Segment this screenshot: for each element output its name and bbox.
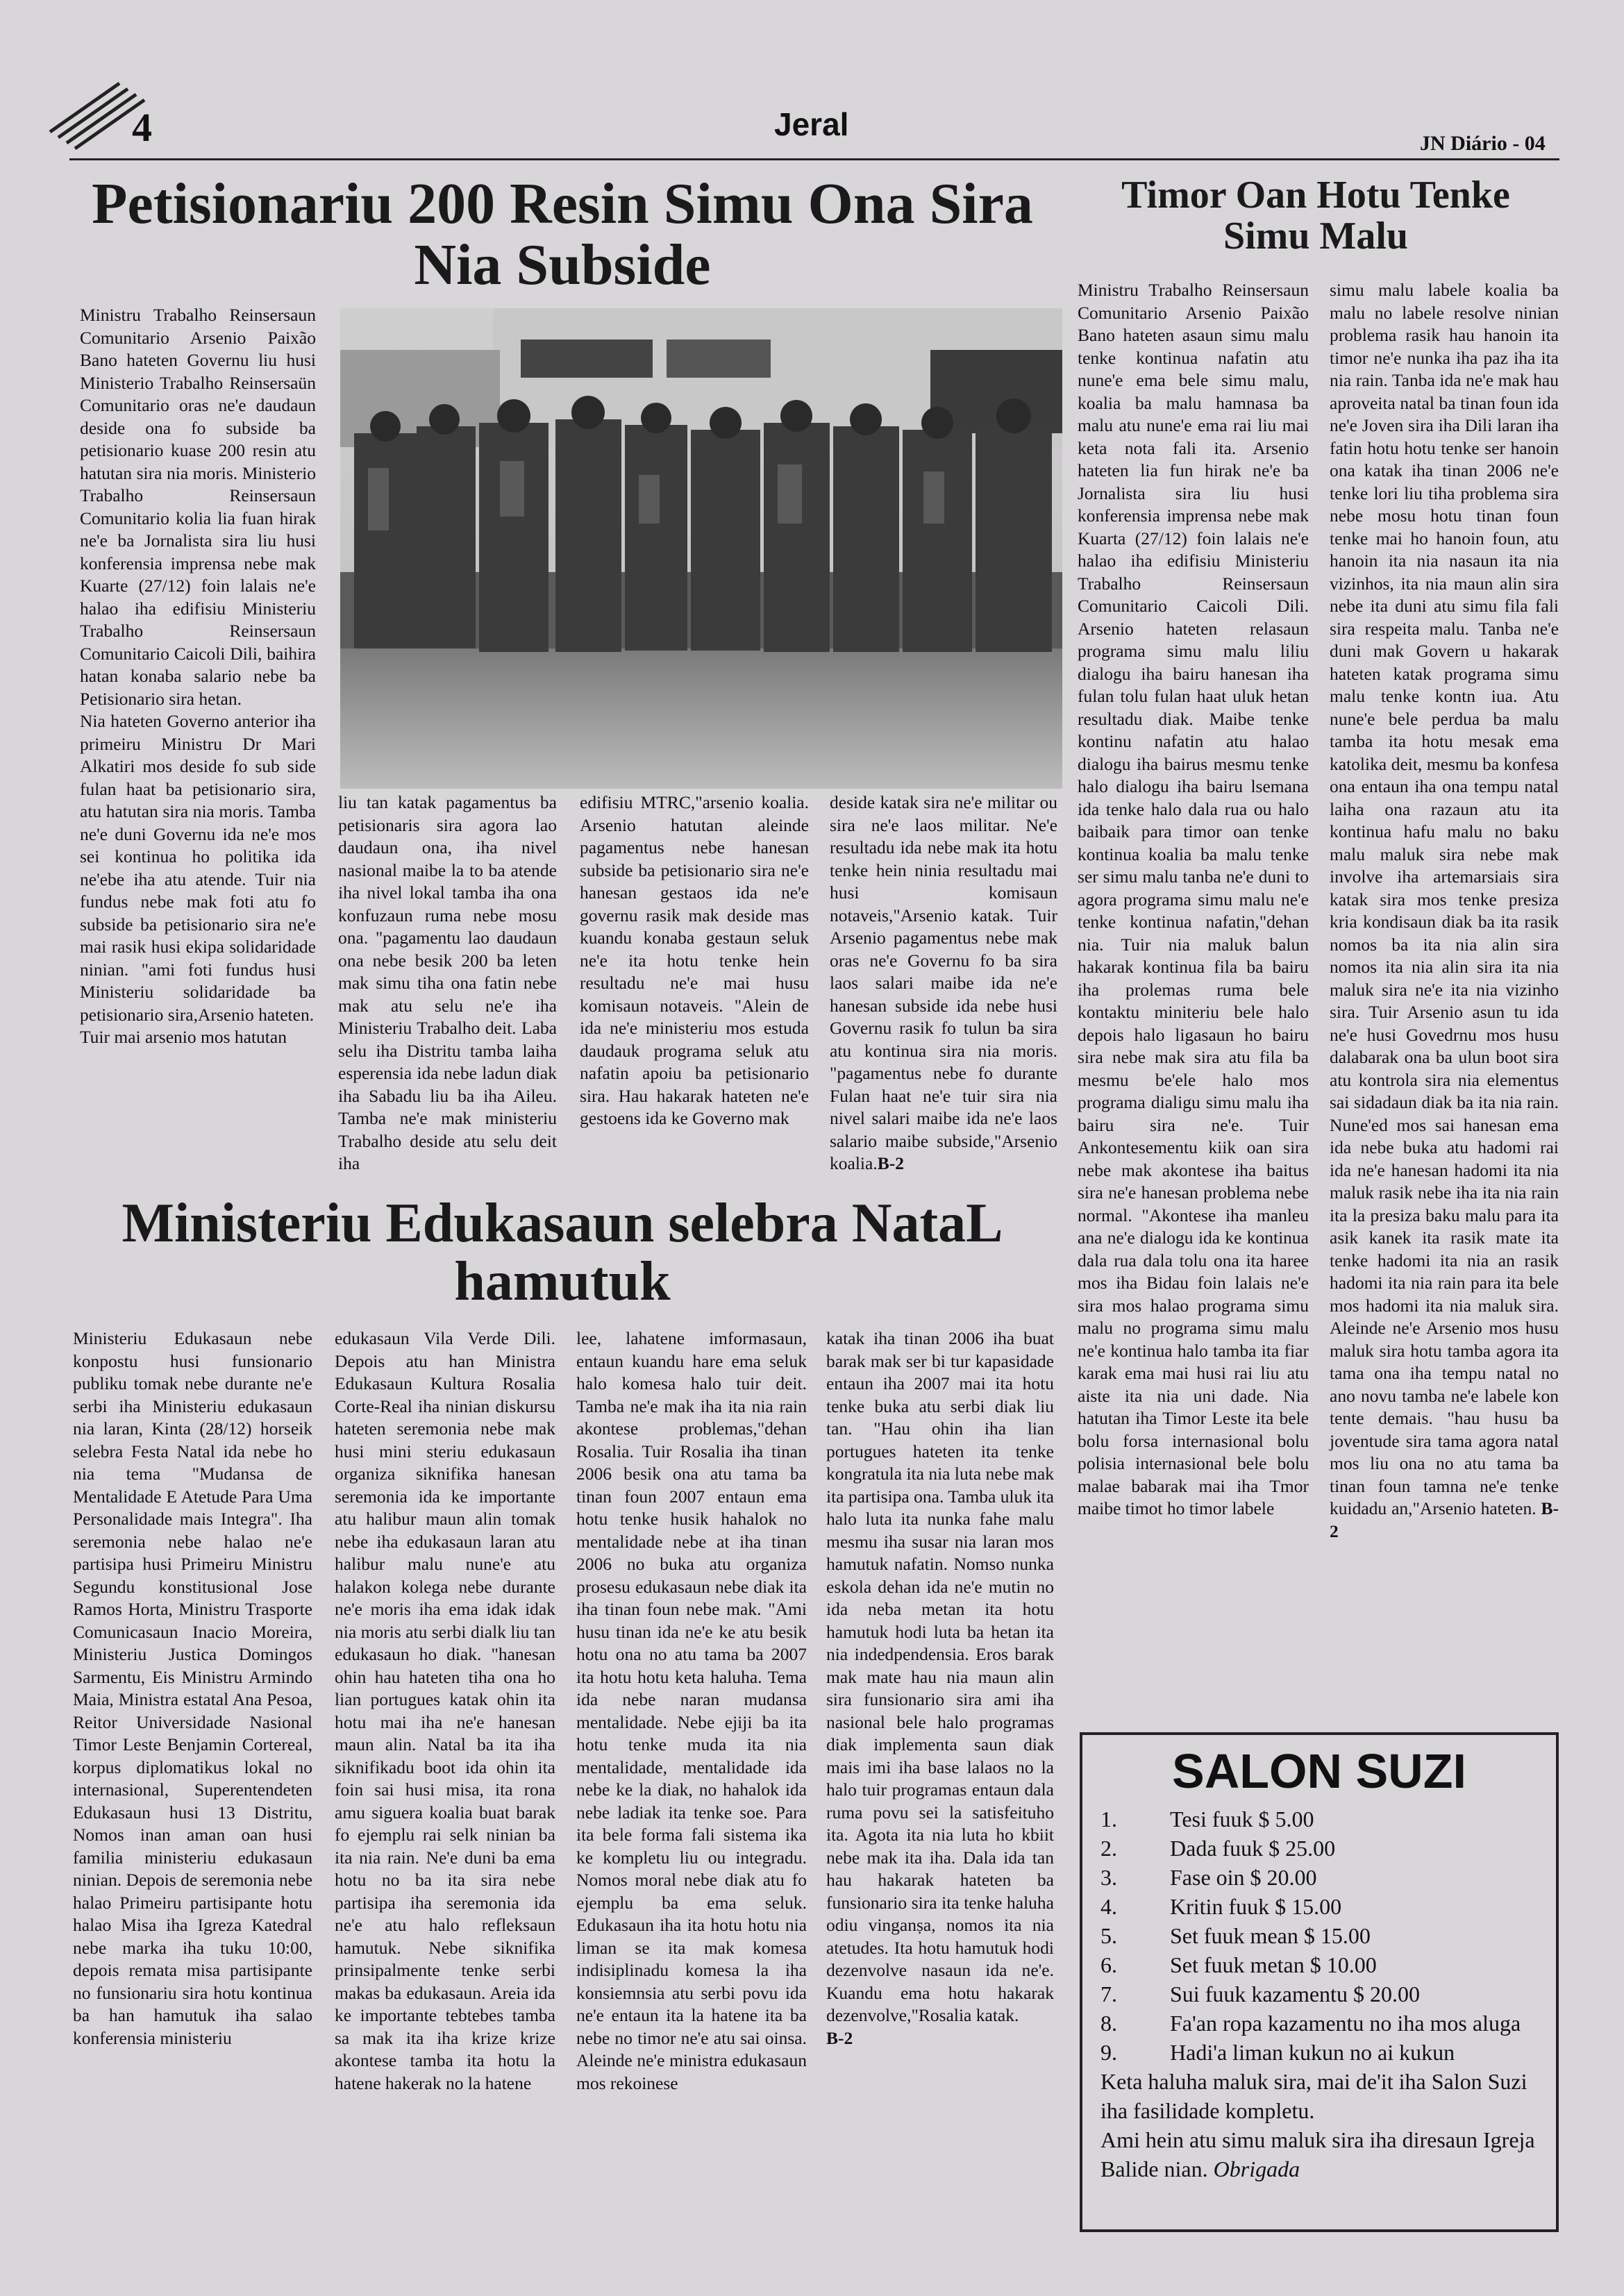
article1-col1: [80, 304, 316, 1049]
list-item: 5. Set fuuk mean $ 15.00: [1100, 1923, 1371, 1948]
section-name: Jeral: [774, 106, 849, 142]
list-item: 4. Kritin fuuk $ 15.00: [1100, 1894, 1342, 1919]
article1-col3: edifisiu MTRC,"arsenio koalia. Arsenio hatutan aleinde pagamentus nebe hanesan subside ba petisionario sira ne'e hanesan gestaos ida ne'e governu rasik mak deside mas kuandu konaba gestaun seluk ne'e ita hotu tenke hein resultadu ne'e mai husu komisaun notaveis. "Alein de ida ne'e ministeriu mos estuda daudauk programa seluk atu nafatin apoiu ba petisionario sira. Hau hakarak hateten ne'e gestoens ida ke Governo mak: [580, 792, 809, 1128]
byline-code: B-2: [1330, 1498, 1559, 1541]
byline-code: B-2: [826, 2027, 853, 2048]
list-item: 7. Sui fuuk kazamentu $ 20.00: [1100, 1981, 1420, 2006]
salon-suzi-ad: [1080, 1732, 1559, 2232]
list-item: 9. Hadi'a liman kukun no ai kukun: [1100, 2040, 1455, 2065]
ad-footer: Keta haluha maluk sira, mai de'it iha Salon Suzi iha fasilidade kompletu. Ami hein atu simu maluk sira iha diresaun Igreja Balide nian. Obrigada: [1100, 2069, 1535, 2181]
paragraph: Nia hateten Governo anterior iha primeiru Ministru Dr Mari Alkatiri mos deside fo sub side fulan haat ba petisionario sira, atu hatutan sira nia moris. Tamba ne'e duni Governu ida ne'e mos sei kontinua ho politika ida ne'ebe iha atu atende. Tuir nia fundus nebe mak foti atu fo subside ba petisionario sira ne'e mai rasik husi ekipa solidaridade ninian. "ami foti fundus husi Ministeriu solidaridade ba petisionario sira,Arsenio hateten.: [80, 711, 316, 1025]
paragraph: Ministru Trabalho Reinsersaun Comunitario Arsenio Paixão Bano hateten Governu liu husi Ministerio Trabalho Reinsersaün Comunitario oras ne'e daudaun deside ona fo subside ba petisionario kuase 200 resin atu hatutan sira nia moris. Ministerio Trabalho Reinsersaun Comunitario kolia lia fuan hirak ne'e ba Jornalista sira liu husi konferensia imprensa nebe mak Kuarte (27/12) foin lalais ne'e halao iha edifisiu Ministeriu Trabalho Reinsersaun Comunitario Caicoli Dili, baihira hatan konaba salario nebe ba Petisionario sira hetan.: [80, 305, 316, 709]
article2-headline: Ministeriu Edukasaun selebra NataL hamutuk: [122, 1193, 1003, 1312]
soldiers-photo-image: [340, 308, 1062, 789]
list-item: 2. Dada fuuk $ 25.00: [1100, 1836, 1336, 1861]
paragraph: Tuir mai arsenio mos hatutan: [80, 1027, 287, 1047]
soldiers-photo: [340, 308, 1062, 789]
header-rule: [69, 158, 1559, 160]
price-list: [1100, 1804, 1538, 2067]
article1-col2: liu tan katak pagamentus ba petisionaris sira agora lao daudaun ona, iha nivel nasional maibe la to ba atende iha nivel lokal tamba iha ona konfuzaun ruma nebe mosu ona. "pagamentu lao daudaun ona nebe besik 200 ba leten mak simu tiha ona fatin nebe mak atu selu ne'e iha Ministeriu Trabalho deit. Laba selu iha Distritu tamba laiha esperensia ida nebe ladun diak iha Sabadu liu ba iha Aileu. Tamba ne'e mak ministeriu Trabalho deside atu selu deit iha: [338, 792, 557, 1173]
article1-headline: Petisionariu 200 Resin Simu Ona Sira Nia Subside: [92, 171, 1033, 298]
article2-col1: Ministeriu Edukasaun nebe konpostu husi funsionario publiku tomak nebe durante ne'e serbi iha Ministeriu edukasaun nia laran, Kinta (28/12) horseik selebra Festa Natal ida nebe ho nia tema "Mudansa de Mentalidade E Atetude Para Uma Personalidade mais Integra". Iha seremonia nebe halao ne'e partisipa husi Primeiru Ministru Segundu konstitusional Jose Ramos Horta, Ministru Trasporte Comunicasaun Inacio Moreira, Ministeriu Justica Domingos Sarmentu, Eis Ministru Armindo Maia, Ministra estatal Ana Pesoa, Reitor Universidade Nasional Timor Leste Benjamin Cortereal, korpus diplomatikus lokal no internasional, Superentendeten Edukasaun husi 13 Distritu, Nomos inan aman oan husi familia ministeriu edukasaun ninian. Depois de seremonia nebe halao Primeiru partisipante hotu halao Misa iha Igreza Katedral nebe marka iha tuku 10:00, depois remata misa partisipante no funsionariu sira hotu kontinua ba han hamutuk iha salao konferensia ministeriu: [73, 1328, 312, 2048]
list-item: 8. Fa'an ropa kazamentu no iha mos aluga: [1100, 2011, 1521, 2036]
ad-thanks: Obrigada: [1213, 2156, 1300, 2181]
article3-col1: Ministru Trabalho Reinsersaun Comunitario Arsenio Paixão Bano hateten asaun simu malu tenke kontinua nafatin atu nune'e ema bele simu malu, koalia ba malu hamnasa ba malu atu nune'e ema rai liu mai keta nota fali ita. Arsenio hateten lia fun hirak ne'e ba Jornalista sira liu husi konferensia imprensa nebe mak Kuarta (27/12) foin lalais ne'e halao iha edifisiu Ministeriu Trabalho Reinsersaun Comunitario Caicoli Dili. Arsenio hateten relasaun programa simu malu liliu dialogu iha bairu hanesan iha fulan tolu fulan haat uluk hetan resultadu diak. Maibe tenke kontinu nafatin atu halao dialogu iha bairus mesmu tenke halo dialogu iha bairu lsemana ida tenke halo dala rua ou halo baibaik para timor oan tenke kontinua koalia ba malu tenke ser simu malu tanba ne'e duni to agora programa simu malu ne'e tenke kontinua nafatin,"dehan nia. Tuir nia maluk balun hakarak kontinua fila ba bairu iha prolemas ruma bele kontaktu miniteriu bele halo depois halo ligasaun ho bairu sira nebe mak sira atu fila ba mesmu be'ele halo mos programa dialigu simu malu iha bairu sira ne'e. Tuir Ankontesementu kiik oan sira nebe mak akontese iha baitus sira ne'e hanesan problema nebe normal. "Akontese iha manleu ana ne'e dialogu ida ke kontinua dala rua dala tolu ona ita haree mos iha Bidau foin lalais ne'e sira mos halao programa simu malu no programa simu malu ne'e kontinua halo tamba ita fiar karak ema mai husi rai liu atu aiste ita nia uni dade. Nia hatutan iha Timor Leste ita bele bolu forsa internasional bolu polisia internasional bele bolu malae babarak mai iha Tmor maibe timot ho timor labele: [1078, 280, 1309, 1518]
article1-col4: deside katak sira ne'e militar ou sira ne'e laos militar. Ne'e resultadu ida nebe mak ita hotu tenke hein ninia resultadu mai husi komisaun notaveis,"Arsenio katak. Tuir Arsenio pagamentus nebe mak oras ne'e Governu fo ba sira laos salari maibe ida ne'e hanesan subside ida nebe husi Governu rasik fo tulun ba sira atu kontinua sira nia moris. "pagamentus nebe fo durante Fulan haat ne'e tuir sira nia nivel salari maibe ida ne'e laos salario maibe subside,"Arsenio koalia.B-2: [830, 792, 1057, 1173]
article3-col2: simu malu labele koalia ba malu no labele resolve ninian problema rasik hau hanoin ita timor ne'e nunka iha paz iha ita nia rain. Tanba ida ne'e mak hau aproveita natal ba tinan foun ida ne'e Joven sira iha Dili laran iha fatin hotu hotu tenke ser hanoin ona katak iha tinan 2006 ne'e tenke lori liu tiha problema sira nebe mosu hotu tinan foun tenke mai ho hanoin foun, atu hanoin ita nia nasaun ita nia vizinhos, ita nia maun alin sira nebe ita duni atu simu fila fali sira respeita malu. Tanba ne'e duni mak Govern u hakarak hateten katak programa simu malu tenke kontn iua. Atu nune'e bele perdua ba malu tamba ita hotu mesak ema katolika deit, mesmu ba konfesa ona entaun iha ona tempu natal laiha ona razaun atu ita kontinua hafu malu no baku malu maluk sira nebe mak involve iha artemarsiais sira katak sira mos tenke presiza kria kondisaun diak ba ita rasik nomos ba ita nia alin sira nomos ita nia alin sira ita nia maluk sira ne'e ita nia vizinho sira. Tuir Arsenio asun tu ida ne'e husi Govedrnu mos husu dalabarak ona ba ulun boot sira atu kontrola sira nia elementus sai sidadaun diak ba ita nia rain. Nune'ed mos sai hanesan ema ida nebe buka atu hadomi rai ida ne'e hanesan hadomi ita nia maluk rasik nebe iha ita nia rain ita la presiza baku malu para ita asik kanek ita rasik mate ita tenke hadomi ita nia an rasik hadomi ita nia rain para ita bele mos hadomi ita nia maluk sira. Aleinde ne'e Arsenio mos husu maluk sira hotu tamba agora ita tama ona iha tempu natal no ano novu tamba ne'e labele kon tente demais. "hau husu ba joventude sira tama agora natal mos liu ona no atu tama ba tinan foun tamna ne'e tenke kuidadu an,"Arsenio hateten. B-2: [1330, 280, 1559, 1541]
list-item: 6. Set fuuk metan $ 10.00: [1100, 1952, 1377, 1977]
list-item: 1. Tesi fuuk $ 5.00: [1100, 1807, 1314, 1832]
list-item: 3. Fase oin $ 20.00: [1100, 1865, 1317, 1890]
page-number: 4: [132, 105, 152, 150]
article2-col4: katak iha tinan 2006 iha buat barak mak ser bi tur kapasidade entaun iha 2007 mai ita hotu tenke buka atu serbi diak liu tan. "Hau ohin iha lian portugues hateten ita tenke kongratula ita nia luta nebe mak ita partisipa ona. Tamba uluk ita halo luta ita nunka fahe malu mesmu iha susar nia laran mos hamutuk nafatin. Nomso nunka eskola dehan ida ne'e mutin no ida neba metan ita hotu hamutuk hodi luta ba hetan ita nia indedpendensia. Eros barak mak mate hau nia maun alin sira funsionario sira ami iha nasional bele halo programas diak implementa saun diak mais imi iha base lalaos no la halo tuir programas entaun dala ruma povu sei la satisfeituho ita. Agota ita nia luta ho kbiit nebe mak ita iha. Dala ida tan hau hakarak hateten ba funsionario sira ita tenke haluha odiu vinganṣa, nomos ita nia atetudes. Ita hotu hamutuk hodi dezenvolve nasaun ida ne'e. Kuandu ema hotu hakarak dezenvolve,"Rosalia katak. B-2: [826, 1328, 1054, 2048]
article3-headline: Timor Oan Hotu Tenke Simu Malu: [1121, 174, 1510, 258]
article2-col3: lee, lahatene imformasaun, entaun kuandu hare ema seluk halo komesa halo tuir deit. Tamba ne'e mak iha ita nia rain akontese problemas,"dehan Rosalia. Tuir Rosalia iha tinan 2006 besik ona atu tama ba tinan foun 2007 entaun ema hotu tenke husik hahalok no mentalidade nebe at iha tinan 2006 no buka atu organiza prosesu edukasaun nebe diak ita iha tinan foun nebe mak. "Ami husu tinan ida ne'e ke atu besik hotu ona no atu tama ba 2007 ita hotu hotu keta haluha. Tema ida nebe naran mudansa mentalidade. Nebe ejiji ba ita hotu tenke muda ita nia mentalidade, mentalidade ida nebe ke la diak, no hahalok ida nebe ladiak ita tenke soe. Para ita bele forma fali sistema ika ke kompletu liu ou integradu. Nomos moral nebe diak atu fo ejemplu ba ema seluk. Edukasaun iha ita hotu hotu nia liman se ita mak komesa indisiplinadu komesa la iha konsiemnsia atu serbi povu ida ne'e entaun ita la hatene ita ba nebe no timor ne'e atu sai oinsa. Aleinde ne'e ministra edukasaun mos rekoinese: [576, 1328, 807, 2093]
edition-label: JN Diário - 04: [1420, 132, 1546, 155]
byline-code: B-2: [877, 1153, 904, 1173]
article2-col2: edukasaun Vila Verde Dili. Depois atu han Ministra Edukasaun Kultura Rosalia Corte-Real iha ninian diskursu hateten seremonia nebe mak husi mini steriu edukasaun organiza siknifika hanesan seremonia ida ke importante atu halibur maun alin tomak nebe iha edukasaun laran atu halibur malu nune'e atu halakon kolega nebe durante ne'e moris iha ema idak idak nia moris atu serbi dialk liu tan edukasaun ho diak. "hanesan ohin hau hateten tiha ona ho lian portugues katak ohin ita hotu mai iha ne'e hanesan maun alin. Natal ba ita iha siknifikadu boot ida ohin ita foin sai husi misa, ita rona amu siguera koalia buat barak fo ejemplu rai selk ninian ba ita nia rain. Ne'e duni ba ema hotu no ba ita sira nebe partisipa iha seremonia ida ne'e atu halo refleksaun hamutuk. Nebe siknifika prinsipalmente tenke serbi makas ba edukasaun. Areia ida ke importante tebtebes tamba sa mak ita iha krize krize akontese tamba ita hotu la hatene hakerak no la hatene: [335, 1328, 555, 2093]
ad-title: SALON SUZI: [1172, 1744, 1466, 1798]
